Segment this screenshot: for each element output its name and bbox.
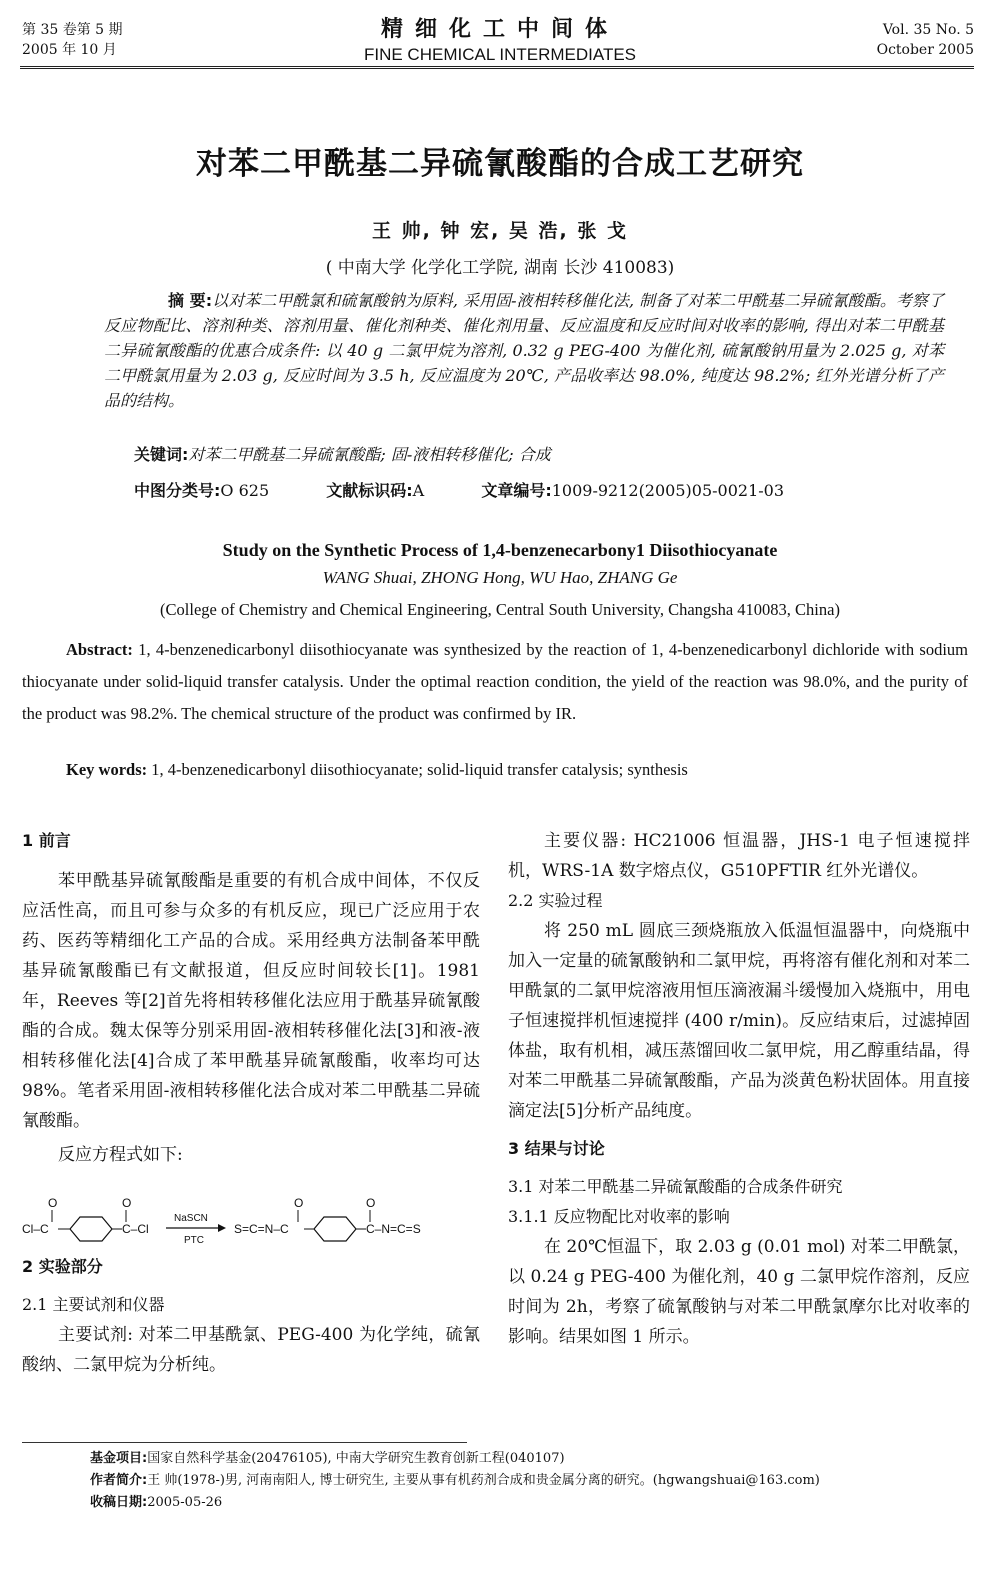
paper-authors: 王 帅, 钟 宏, 吴 浩, 张 戈: [372, 220, 628, 242]
received-date-label: 收稿日期:: [90, 1495, 148, 1510]
scheme-o-right1: O: [294, 1196, 304, 1210]
scheme-reagent-top: NaSCN: [174, 1213, 208, 1224]
received-date-text: 2005-05-26: [147, 1495, 223, 1510]
equation-intro: 反应方程式如下:: [58, 1145, 183, 1165]
paper-affiliation: ( 中南大学 化学化工学院, 湖南 长沙 410083): [325, 258, 675, 278]
english-keywords-text: 1, 4-benzenedicarbonyl diisothiocyanate; solid-liquid transfer catalysis; synthesis: [147, 760, 688, 779]
header-volume: 第 35 卷第 5 期: [22, 22, 123, 38]
paper-title: 对苯二甲酰基二异硫氰酸酯的合成工艺研究: [196, 146, 804, 182]
keywords-cn-text: 对苯二甲酰基二异硫氰酸酯; 固-液相转移催化; 合成: [188, 445, 551, 464]
section-2-1-heading: 2.1 主要试剂和仪器: [22, 1295, 165, 1314]
author-bio-text: 王 帅(1978-)男, 河南南阳人, 博士研究生, 主要从事有机药剂合成和贵金属分离的研究。(hgwangshuai@163.com): [147, 1473, 820, 1488]
keywords-cn: [134, 442, 551, 465]
section-2-2-paragraph: 将 250 mL 圆底三颈烧瓶放入低温恒温器中，向烧瓶中加入一定量的硫氰酸钠和二氯甲烷，再将溶有催化剂和对苯二甲酰氯的二氯甲烷溶液用恒压滴液漏斗缓慢加入烧瓶中，用电子恒速搅拌机恒速搅拌 (400 r/min)。反应结束后，过滤掉固体盐，取有机相，减压蒸馏回收二氯甲烷，用乙醇重结晶，得对苯二甲酰基二异硫氰酸酯，产品为淡黄色粉状固体。用直接滴定法[5]分析产品纯度。: [508, 921, 970, 1121]
english-title: Study on the Synthetic Process of 1,4-benzenecarbony1 Diisothiocyanate: [222, 540, 778, 560]
scheme-benzene-right: [314, 1217, 356, 1241]
scheme-scn-left: S=C=N–C: [234, 1222, 289, 1236]
english-abstract-label: Abstract:: [66, 640, 133, 659]
right-column: [508, 826, 970, 1352]
english-keywords-label: Key words:: [66, 760, 148, 779]
section-1-heading: 1 前言: [22, 831, 71, 850]
section-3-1-1-heading: 3.1.1 反应物配比对收率的影响: [508, 1207, 730, 1226]
scheme-o-left1: O: [48, 1196, 58, 1210]
journal-name-cn: 精细化工中间体: [380, 17, 619, 42]
abstract-cn-label: 摘 要:: [168, 291, 213, 310]
left-column: [22, 826, 480, 1380]
author-bio-label: 作者简介:: [90, 1473, 148, 1488]
header-issue: [22, 20, 123, 60]
fund-text: 国家自然科学基金(20476105), 中南大学研究生教育创新工程(040107): [147, 1451, 565, 1466]
section-3-heading: 3 结果与讨论: [508, 1139, 605, 1158]
header-rule: [20, 66, 974, 69]
article-number-label: 文章编号:: [481, 481, 552, 500]
english-keywords: [66, 760, 688, 780]
article-number-value: 1009-9212(2005)05-0021-03: [551, 481, 785, 500]
section-3-1-heading: 3.1 对苯二甲酰基二异硫氰酸酯的合成条件研究: [508, 1177, 843, 1196]
header-volume-en-line1: Vol. 35 No. 5: [882, 22, 974, 38]
classification-line: [134, 478, 954, 501]
header-volume-en: [877, 20, 974, 60]
english-authors: WANG Shuai, ZHONG Hong, WU Hao, ZHANG Ge: [322, 568, 678, 587]
clc-value: O 625: [220, 481, 270, 500]
reaction-scheme: [22, 1195, 482, 1255]
footnotes: [90, 1448, 980, 1514]
abstract-cn: [104, 288, 944, 413]
svg-text:C–Cl: C–Cl: [122, 1222, 149, 1236]
header-date: 2005 年 10 月: [22, 42, 117, 58]
english-abstract-text: 1, 4-benzenedicarbonyl diisothiocyanate was synthesized by the reaction of 1, 4-benzenedicarbonyl dichloride with sodium thiocyanate under solid-liquid transfer catalysis. Under the optimal reaction condition, the yield of the reaction was 98.0%, and the purity of the product was 98.2%. The chemical structure of the product was confirmed by IR.: [22, 640, 968, 723]
clc-label: 中图分类号:: [134, 481, 221, 500]
journal-name: [300, 12, 700, 65]
doc-code-value: A: [412, 481, 425, 500]
section-1-paragraph: 苯甲酰基异硫氰酸酯是重要的有机合成中间体，不仅反应活性高，而且可参与众多的有机反应，现已广泛应用于农药、医药等精细化工产品的合成。采用经典方法制备苯甲酰基异硫氰酸酯已有文献报道，但反应时间较长[1]。1981 年，Reeves 等[2]首先将相转移催化法应用于酰基异硫氰酸酯的合成。魏太保等分别采用固-液相转移催化法[3]和液-液相转移催化法[4]合成了苯甲酰基异硫氰酸酯，收率均可达 98%。笔者采用固-液相转移催化法合成对苯二甲酰基二异硫氰酸酯。: [22, 871, 480, 1131]
svg-text:C–N=C=S: C–N=C=S: [366, 1222, 421, 1236]
keywords-cn-label: 关键词:: [134, 445, 189, 464]
english-affiliation: (College of Chemistry and Chemical Engineering, Central South University, Changsha 410083, China): [160, 600, 840, 619]
scheme-benzene-left: [70, 1217, 112, 1241]
section-2-1-paragraph: 主要试剂: 对苯二甲基酰氯、PEG-400 为化学纯，硫氰酸纳、二氯甲烷为分析纯。: [22, 1325, 480, 1375]
scheme-cl-left: Cl–C: [22, 1222, 49, 1236]
section-2-2-heading: 2.2 实验过程: [508, 891, 603, 910]
instruments-paragraph: 主要仪器: HC21006 恒温器，JHS-1 电子恒速搅拌机，WRS-1A 数字熔点仪，G510PFTIR 红外光谱仪。: [508, 831, 970, 881]
scheme-o-left2: O: [122, 1196, 132, 1210]
journal-name-en: FINE CHEMICAL INTERMEDIATES: [363, 45, 637, 64]
doc-code-label: 文献标识码:: [326, 481, 413, 500]
scheme-o-right2: O: [366, 1196, 376, 1210]
english-abstract: [22, 634, 968, 730]
footnote-rule: [22, 1442, 467, 1443]
header-volume-en-line2: October 2005: [876, 42, 974, 58]
section-2-heading: 2 实验部分: [22, 1257, 103, 1276]
scheme-reagent-bottom: PTC: [184, 1235, 204, 1246]
abstract-cn-text: 以对苯二甲酰氯和硫氰酸钠为原料, 采用固-液相转移催化法, 制备了对苯二甲酰基二异硫氰酸酯。考察了反应物配比、溶剂种类、溶剂用量、催化剂种类、催化剂用量、反应温度和反应时间对收率的影响, 得出对苯二甲酰基二异硫氰酸酯的优惠合成条件: 以 40 g 二氯甲烷为溶剂, 0.32 g PEG-400 为催化剂, 硫氰酸钠用量为 2.025 g, 对苯二甲酰氯用量为 2.03 g, 反应时间为 3.5 h, 反应温度为 20℃, 产品收率达 98.0%, 纯度达 98.2%; 红外光谱分析了产品的结构。: [104, 291, 944, 410]
section-3-1-1-paragraph: 在 20℃恒温下，取 2.03 g (0.01 mol) 对苯二甲酰氯，以 0.24 g PEG-400 为催化剂，40 g 二氯甲烷作溶剂，反应时间为 2h，考察了硫氰酸钠与对苯二甲酰氯摩尔比对收率的影响。结果如图 1 所示。: [508, 1237, 970, 1347]
fund-label: 基金项目:: [90, 1451, 148, 1466]
